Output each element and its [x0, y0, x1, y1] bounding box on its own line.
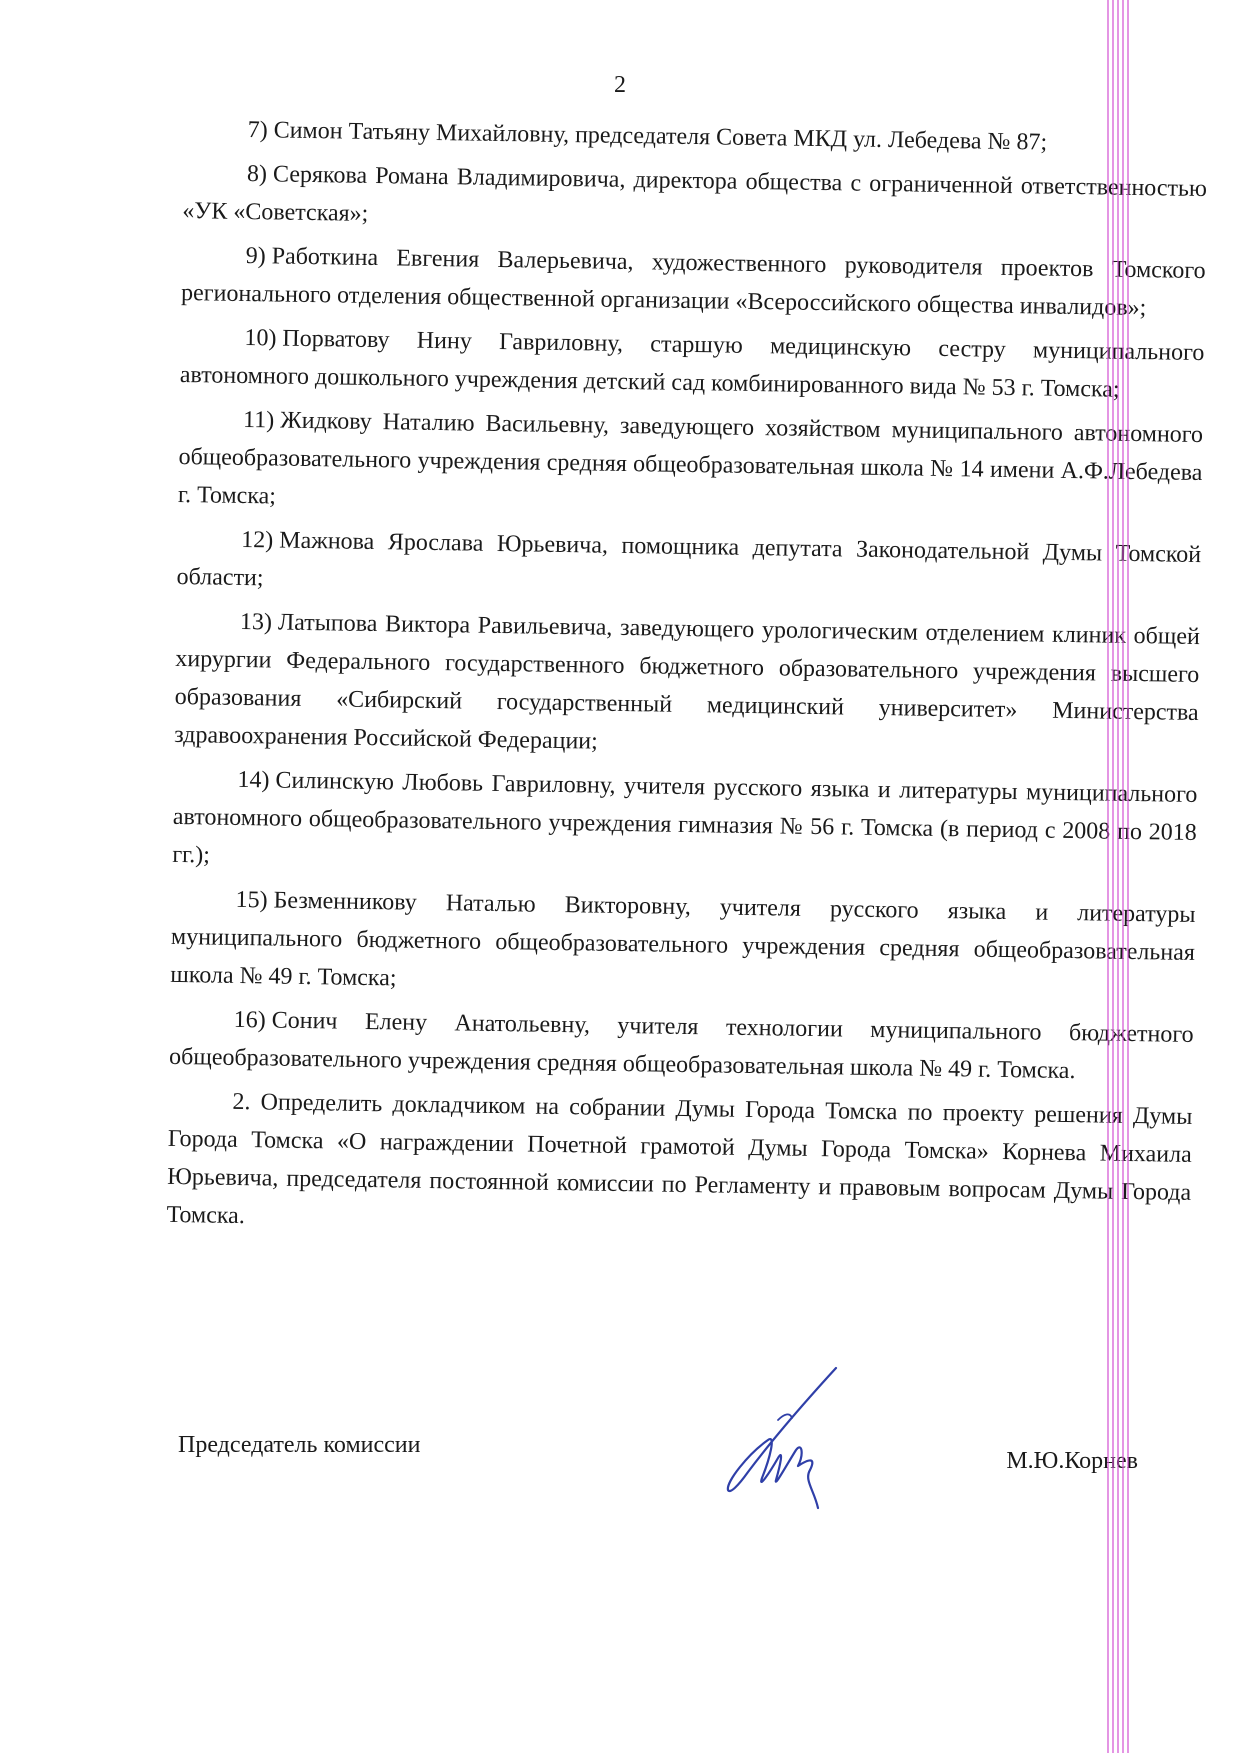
paragraph-2: 2. Определить докладчиком на собрании Думы Города Томска по проекту решения Думы Города Томска «О награждении Почетной грамотой Думы Города Томска» Корнева Михаила Юрьевича, председателя постоянной комиссии по Регламенту и правовым вопросам Думы Города Томска.	[166, 1088, 1193, 1230]
item-text: Порватову Нину Гавриловну, старшую медицинскую сестру муниципального автономного дошкольного учреждения детский сад комбинированного вида № 53 г. Томска;	[179, 325, 1205, 403]
item-number: 8)	[246, 160, 268, 188]
item-number: 9)	[245, 242, 266, 270]
list-item	[176, 520, 1201, 612]
item-number: 13)	[239, 608, 273, 636]
item-text: Серякова Романа Владимировича, директора общества с ограниченной ответственностью «УК «Советская»;	[182, 161, 1208, 227]
item-number: 7)	[247, 117, 268, 144]
signatory-position: Председатель комиссии	[178, 1432, 421, 1458]
signatory-name: М.Ю.Корнев	[1006, 1448, 1138, 1474]
list-item	[172, 760, 1198, 890]
item-text: Симон Татьяну Михайловну, председателя Совета МКД ул. Лебедева № 87;	[273, 117, 1048, 156]
item-number: 15)	[235, 886, 268, 914]
item-text: Латыпова Виктора Равильевича, заведующего урологическим отделением клиник общей хирургии Федерального государственного бюджетного образовательного учреждения высшего образования «Сибирский государственный медицинский университет» Министерства здравоохранения Российской Федерации;	[173, 609, 1201, 755]
item-text: Мажнова Ярослава Юрьевича, помощника депутата Законодательной Думы Томской области;	[176, 527, 1202, 592]
list-item	[178, 400, 1204, 530]
page-number: 2	[614, 72, 626, 98]
margin-lines	[1104, 0, 1134, 1753]
handwritten-signature	[718, 1362, 848, 1512]
signature-block	[178, 1420, 1138, 1550]
item-number: 12)	[241, 526, 274, 554]
list-item	[169, 1000, 1194, 1092]
document-body	[166, 110, 1208, 1256]
list-item	[180, 318, 1205, 410]
list-item	[182, 154, 1207, 246]
item-text: Жидкову Наталию Васильевну, заведующего хозяйством муниципального автономного общеобразовательного учреждения средняя общеобразовательная школа № 14 имени А.Ф.Лебедева г. Томска;	[177, 407, 1204, 510]
item-text: Работкина Евгения Валерьевича, художественного руководителя проектов Томского регионального отделения общественной организации «Всероссийского общества инвалидов»;	[180, 243, 1206, 322]
item-number: 10)	[244, 324, 277, 352]
list-item	[174, 602, 1200, 770]
list-item	[181, 236, 1206, 328]
item-text: Безменникову Наталью Викторовну, учителя русского языка и литературы муниципального бюджетного общеобразовательного учреждения средняя общеобразовательная школа № 49 г. Томска;	[170, 887, 1196, 992]
list-item	[170, 880, 1196, 1010]
item-number: 16)	[233, 1006, 266, 1034]
item-text: Силинскую Любовь Гавриловну, учителя русского языка и литературы муниципального автономного общеобразовательного учреждения гимназия № 56 г. Томска (в период с 2008 по 2018 гг.);	[172, 767, 1198, 869]
item-text: Сонич Елену Анатольевну, учителя технологии муниципального бюджетного общеобразовательного учреждения средняя общеобразовательная школа № 49 г. Томска.	[168, 1007, 1194, 1085]
item-number: 14)	[237, 766, 270, 794]
item-number: 11)	[242, 406, 275, 434]
